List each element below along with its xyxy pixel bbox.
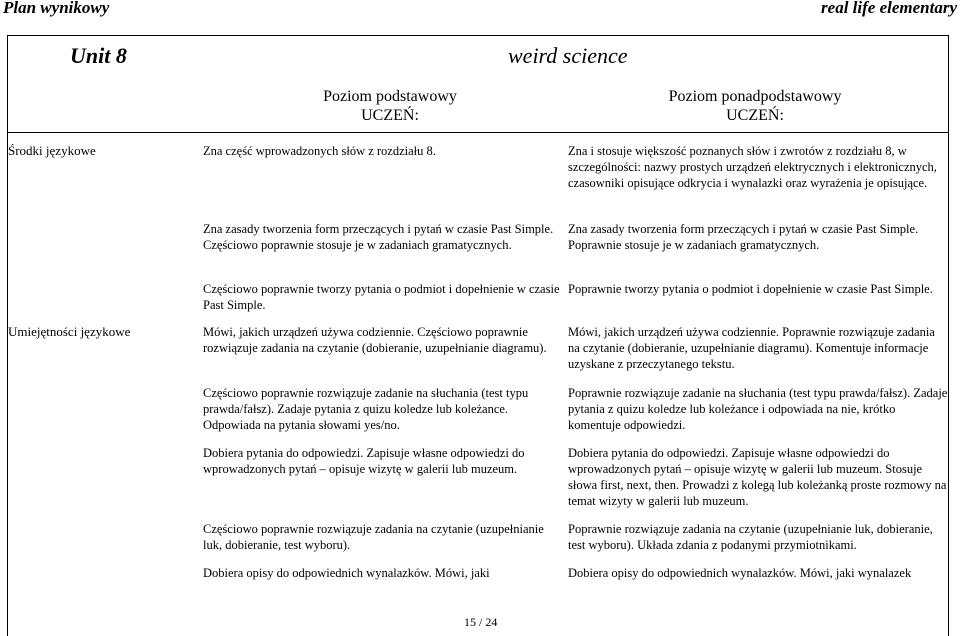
basic-level-name: Poziom podstawowy [323,88,457,105]
page-number: 15 / 24 [464,615,498,629]
advanced-level-who: UCZEŃ: [726,107,784,124]
header-right-title: real life elementary [821,0,957,17]
basic-inventions: Dobiera opisy do odpowiednich wynalazków. Mówi, jaki [203,566,490,580]
advanced-vocab: Zna i stosuje większość poznanych słów i zwrotów z rozdziału 8, w szczególności: nazwy prostych urządzeń elektrycznych i elektronicznych, czasowniki opisujące odkrycia i wynalazki oraz wyrażenia je opisujące. [568,144,937,190]
advanced-grammar: Zna zasady tworzenia form przeczących i pytań w czasie Past Simple. Poprawnie stosuje je w zadaniach gramatycznych. [568,222,919,252]
advanced-listening: Poprawnie rozwiązuje zadanie na słuchania (test typu prawda/fałsz). Zadaje pytania z quizu koledze lub koleżance i odpowiada na nie, krótko komentuje odpowiedzi. [568,386,948,432]
basic-speaking-reading: Mówi, jakich urządzeń używa codziennie. Częściowo poprawnie rozwiązuje zadania na czytanie (dobieranie, uzupełnianie diagramu). [203,325,547,355]
advanced-writing: Dobiera pytania do odpowiedzi. Zapisuje własne odpowiedzi do wprowadzonych pytań – opisuje wizytę w galerii lub muzeum. Stosuje słowa first, next, then. Prowadzi z kolegą lub koleżanką proste rozmowy na temat wizyty w galerii lub muzeum. [568,446,947,508]
unit-title: weird science [508,43,628,68]
header-left-title: Plan wynikowy [3,0,110,17]
basic-questions: Częściowo poprawnie tworzy pytania o podmiot i dopełnienie w czasie Past Simple. [203,282,560,312]
unit-label: Unit 8 [70,43,127,68]
advanced-questions: Poprawnie tworzy pytania o podmiot i dopełnienie w czasie Past Simple. [568,282,933,296]
category-language-skills: Umiejętności językowe [8,324,131,339]
basic-writing: Dobiera pytania do odpowiedzi. Zapisuje własne odpowiedzi do wprowadzonych pytań – opisuje wizytę w galerii lub muzeum. [203,446,525,476]
advanced-level-heading [655,87,855,125]
basic-reading: Częściowo poprawnie rozwiązuje zadania na czytanie (uzupełnianie luk, dobieranie, test wyboru). [203,522,544,552]
basic-vocab: Zna część wprowadzonych słów z rozdziału 8. [203,144,436,158]
advanced-speaking-reading: Mówi, jakich urządzeń używa codziennie. Poprawnie rozwiązuje zadania na czytanie (dobieranie, uzupełnianie diagramu). Komentuje informacje uzyskane z przeczytanego tekstu. [568,325,935,371]
basic-listening: Częściowo poprawnie rozwiązuje zadanie na słuchania (test typu prawda/fałsz). Zadaje pytania z quizu koledze lub koleżance. Odpowiada na pytania słowami yes/no. [203,386,529,432]
category-language-means: Środki językowe [8,143,96,158]
basic-grammar: Zna zasady tworzenia form przeczących i pytań w czasie Past Simple. Częściowo poprawnie stosuje je w zadaniach gramatycznych. [203,222,554,252]
advanced-inventions: Dobiera opisy do odpowiednich wynalazków. Mówi, jaki wynalazek [568,566,912,580]
advanced-reading: Poprawnie rozwiązuje zadania na czytanie (uzupełnianie luk, dobieranie, test wyboru). Układa zdania z podanymi przymiotnikami. [568,522,933,552]
basic-level-heading [290,87,490,125]
header-divider [7,132,949,133]
basic-level-who: UCZEŃ: [361,107,419,124]
advanced-level-name: Poziom ponadpodstawowy [668,88,842,105]
